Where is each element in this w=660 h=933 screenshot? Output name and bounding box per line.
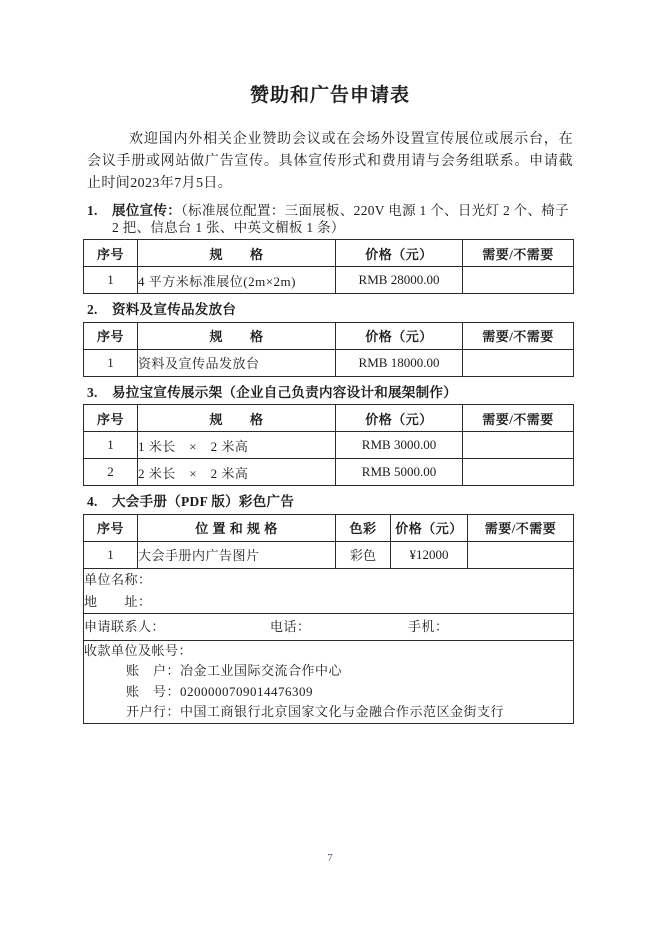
table-booth	[83, 239, 574, 294]
table-handbook-ad	[83, 514, 574, 724]
cell-seq: 1	[84, 267, 138, 294]
table-row	[84, 432, 574, 459]
cell-color: 彩色	[336, 541, 391, 568]
payee-label: 收款单位及帐号：	[84, 642, 193, 658]
form-row-contact	[84, 613, 574, 640]
header-need: 需要/不需要	[463, 240, 574, 267]
header-seq: 序号	[84, 514, 138, 541]
table-header-row	[84, 514, 574, 541]
section-4-heading	[87, 494, 573, 511]
cell-spec: 4 平方米标准展位(2m×2m)	[138, 267, 336, 294]
table-header-row	[84, 240, 574, 267]
cell-price: RMB 18000.00	[336, 349, 463, 376]
intro-paragraph: 欢迎国内外相关企业赞助会议或在会场外设置宣传展位或展示台，在会议手册或网站做广告宣传。具体宣传形式和费用请与会务组联系。申请截止时间2023年7月5日。	[87, 132, 573, 191]
header-position-spec: 位 置 和 规 格	[138, 514, 336, 541]
cell-spec: 1 米长 × 2 米高	[138, 432, 336, 459]
account-name-label: 账 户：	[126, 663, 181, 678]
page-number: 7	[327, 852, 333, 864]
header-price: 价格（元）	[336, 240, 463, 267]
header-spec: 规 格	[138, 405, 336, 432]
cell-need-empty	[463, 459, 574, 486]
section-2-heading	[87, 302, 573, 319]
header-need: 需要/不需要	[463, 405, 574, 432]
page-title: 赞助和广告申请表	[249, 85, 410, 106]
table-row	[84, 349, 574, 376]
contact-line	[84, 617, 573, 637]
table-handout-desk	[83, 322, 574, 377]
table-row	[84, 541, 574, 568]
mobile-label: 手机：	[408, 618, 449, 634]
section-3-heading	[87, 385, 573, 402]
section-1-note: （标准展位配置：三面展板、220V 电源 1 个、日光灯 2 个、椅子 2 把、信息台 1 张、中英文楣板 1 条）	[112, 203, 569, 235]
section-4-label: 大会手册（PDF 版）彩色广告	[112, 494, 295, 509]
section-2-label: 资料及宣传品发放台	[112, 302, 237, 317]
table-header-row	[84, 322, 574, 349]
table-row	[84, 267, 574, 294]
form-row-bank	[84, 640, 574, 723]
cell-need-empty	[468, 541, 574, 568]
bank-name-value: 中国工商银行北京国家文化与金融合作示范区金街支行	[180, 704, 505, 719]
header-need: 需要/不需要	[463, 322, 574, 349]
header-need: 需要/不需要	[468, 514, 574, 541]
cell-spec: 资料及宣传品发放台	[138, 349, 336, 376]
cell-seq: 1	[84, 349, 138, 376]
bank-cell	[84, 640, 574, 723]
header-price: 价格（元）	[336, 405, 463, 432]
header-price: 价格（元）	[391, 514, 468, 541]
table-row	[84, 459, 574, 486]
cell-seq: 1	[84, 432, 138, 459]
section-2-number: 2.	[87, 302, 98, 317]
section-1-number: 1.	[87, 203, 98, 218]
header-spec: 规 格	[138, 240, 336, 267]
cell-seq: 2	[84, 459, 138, 486]
header-color: 色彩	[336, 514, 391, 541]
cell-need-empty	[463, 432, 574, 459]
cell-price: RMB 28000.00	[336, 267, 463, 294]
phone-label: 电话：	[270, 618, 311, 634]
account-name-line	[84, 661, 573, 682]
account-name-value: 冶金工业国际交流合作中心	[180, 663, 343, 678]
cell-seq: 1	[84, 541, 138, 568]
bank-label: 开户行：	[126, 704, 181, 719]
header-seq: 序号	[84, 322, 138, 349]
header-spec: 规 格	[138, 322, 336, 349]
table-header-row	[84, 405, 574, 432]
section-1-label: 展位宣传：	[112, 203, 181, 218]
header-price: 价格（元）	[336, 322, 463, 349]
cell-price: RMB 3000.00	[336, 432, 463, 459]
cell-need-empty	[463, 267, 574, 294]
account-number-line	[84, 682, 573, 703]
company-address-cell	[84, 568, 574, 613]
cell-need-empty	[463, 349, 574, 376]
cell-spec: 2 米长 × 2 米高	[138, 459, 336, 486]
address-label: 地 址：	[84, 593, 152, 609]
bank-line	[84, 702, 573, 723]
contact-label: 申请联系人：	[84, 618, 166, 634]
account-number-value: 0200000709014476309	[180, 683, 314, 699]
contact-cell	[84, 613, 574, 640]
account-number-label: 账 号：	[126, 683, 181, 699]
header-seq: 序号	[84, 405, 138, 432]
section-3-number: 3.	[87, 384, 98, 400]
cell-price: RMB 5000.00	[336, 459, 463, 486]
form-row-company	[84, 568, 574, 613]
table-rollup-banner	[83, 404, 574, 486]
cell-price: ¥12000	[391, 541, 468, 568]
cell-spec: 大会手册内广告图片	[138, 541, 336, 568]
section-3-label: 易拉宝宣传展示架	[112, 384, 223, 400]
section-4-number: 4.	[87, 494, 98, 509]
header-seq: 序号	[84, 240, 138, 267]
section-1-heading	[87, 203, 573, 236]
section-3-note: （企业自己负责内容设计和展架制作）	[222, 384, 458, 400]
company-name-label: 单位名称：	[84, 571, 152, 587]
